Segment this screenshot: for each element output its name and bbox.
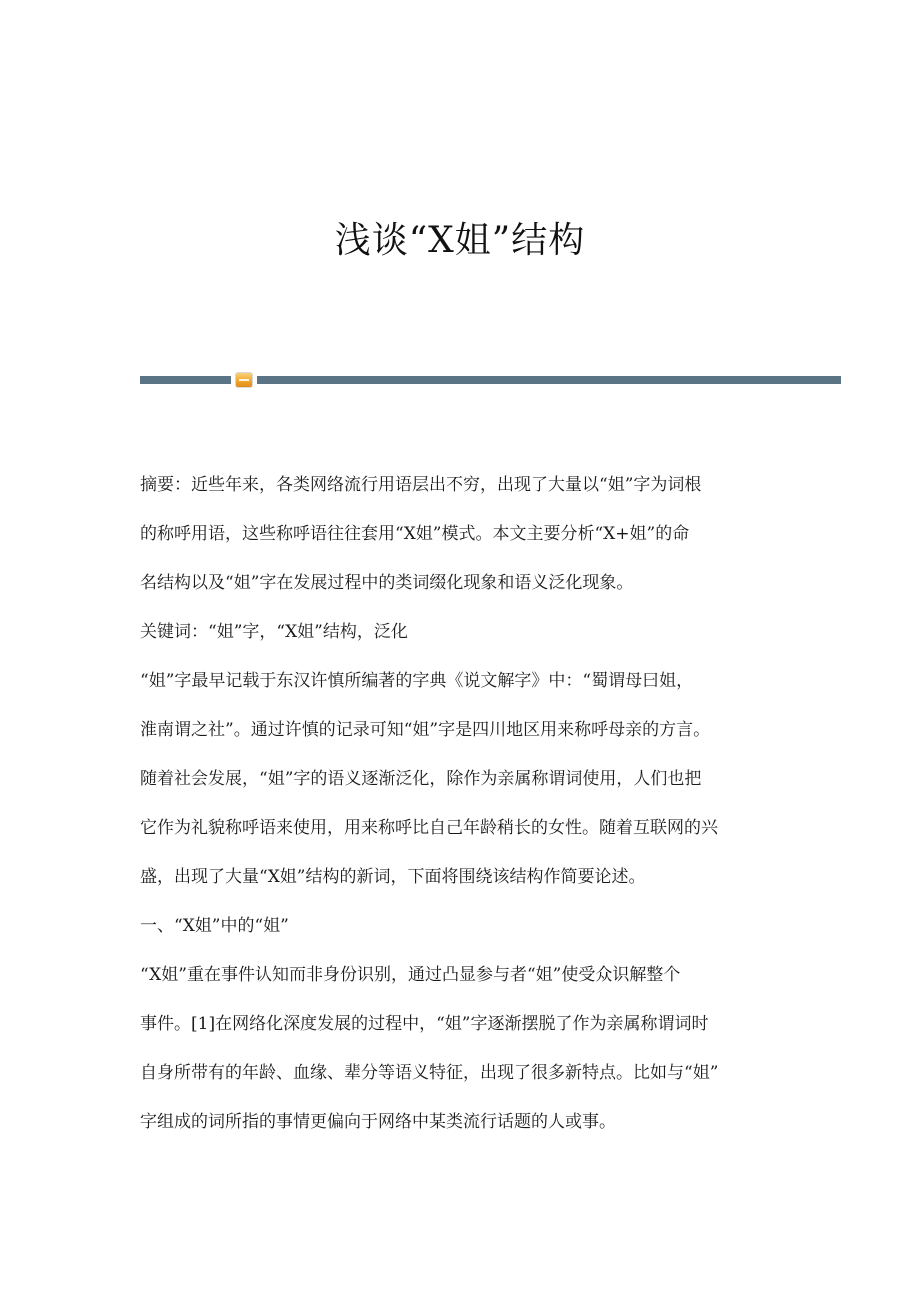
paragraph-line: 事件。[1]在网络化深度发展的过程中，“姐”字逐渐摆脱了作为亲属称谓词时: [140, 1014, 709, 1034]
abstract-line: 摘要：近些年来，各类网络流行用语层出不穷，出现了大量以“姐”字为词根: [140, 475, 702, 495]
paragraph-line: 盛，出现了大量“X姐”结构的新词，下面将围绕该结构作简要论述。: [140, 867, 646, 887]
paragraph-line: “姐”字最早记载于东汉许慎所编著的字典《说文解字》中：“蜀谓母曰姐，: [140, 671, 694, 691]
document-title: 浅谈“X姐”结构: [334, 220, 586, 261]
divider-ornament-icon: [236, 373, 252, 387]
paragraph-line: “X姐”重在事件认知而非身份识别，通过凸显参与者“姐”使受众识解整个: [140, 965, 681, 985]
divider-bar-left: [140, 376, 231, 384]
abstract-line: 的称呼用语，这些称呼语往往套用“X姐”模式。本文主要分析“X+姐”的命: [140, 524, 690, 544]
abstract-line: 名结构以及“姐”字在发展过程中的类词缀化现象和语义泛化现象。: [140, 573, 634, 593]
paragraph-line: 字组成的词所指的事情更偏向于网络中某类流行话题的人或事。: [140, 1112, 616, 1132]
paragraph-line: 它作为礼貌称呼语来使用，用来称呼比自己年龄稍长的女性。随着互联网的兴: [140, 818, 718, 838]
divider-bar-right: [257, 376, 841, 384]
paragraph-line: 自身所带有的年龄、血缘、辈分等语义特征，出现了很多新特点。比如与“姐”: [140, 1063, 719, 1083]
section-heading: 一、“X姐”中的“姐”: [140, 916, 289, 936]
paragraph-line: 随着社会发展，“姐”字的语义逐渐泛化，除作为亲属称谓词使用，人们也把: [140, 769, 702, 789]
title-divider: [140, 373, 841, 387]
document-body: [140, 466, 790, 1152]
paragraph-line: 淮南谓之社”。通过许慎的记录可知“姐”字是四川地区用来称呼母亲的方言。: [140, 720, 711, 740]
keywords-line: 关键词：“姐”字，“X姐”结构，泛化: [140, 622, 408, 642]
